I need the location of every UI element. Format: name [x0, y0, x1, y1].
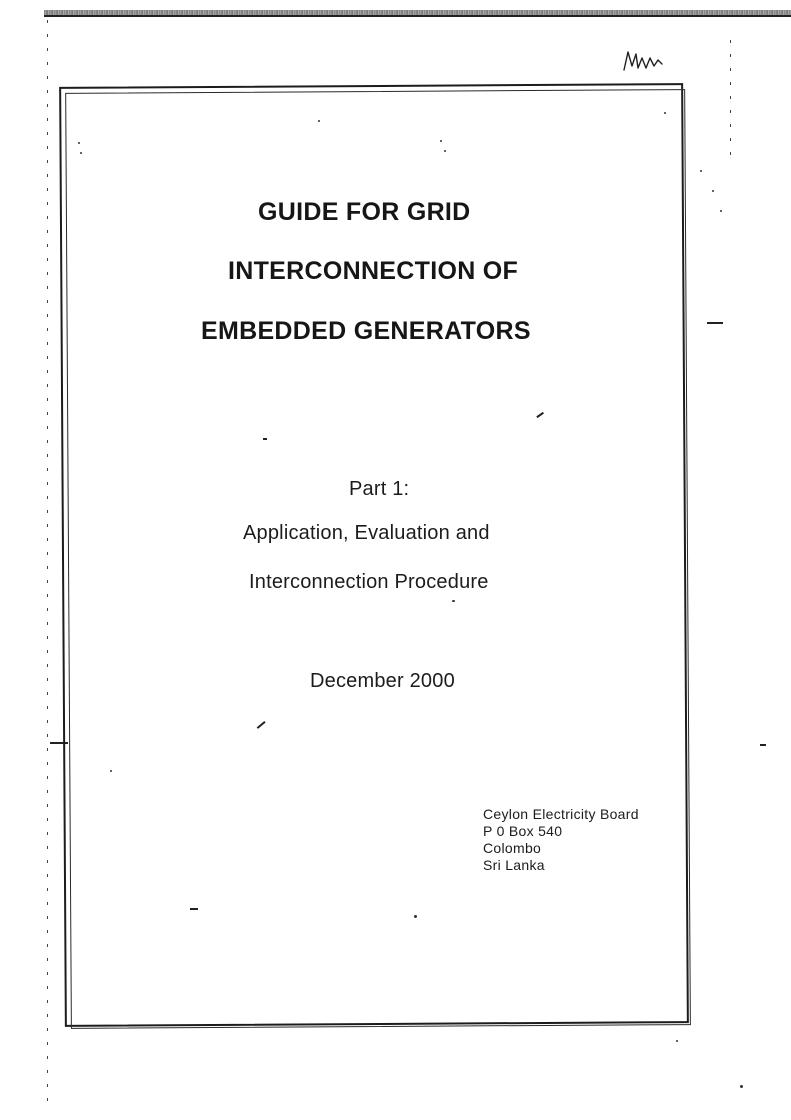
- scan-speck: [740, 1085, 743, 1088]
- scan-speck: [720, 210, 722, 212]
- scan-right-edge: [730, 40, 731, 160]
- publisher-name: Ceylon Electricity Board: [483, 806, 639, 822]
- title-line-2: INTERCONNECTION OF: [228, 257, 519, 285]
- scan-mark: [760, 744, 766, 746]
- title-line-3: EMBEDDED GENERATORS: [201, 317, 531, 345]
- scan-speck: [712, 190, 714, 192]
- publisher-country: Sri Lanka: [483, 857, 545, 873]
- scan-speck: [676, 1040, 678, 1042]
- scan-mark: [707, 322, 723, 324]
- part-label: Part 1:: [349, 478, 410, 500]
- subtitle-line-2: Interconnection Procedure: [249, 571, 489, 593]
- scan-speck: [700, 170, 702, 172]
- title-line-1: GUIDE FOR GRID: [258, 198, 471, 226]
- scan-left-edge: [47, 20, 48, 1110]
- publisher-city: Colombo: [483, 840, 542, 856]
- publication-date: December 2000: [310, 670, 455, 692]
- scan-top-line: [44, 15, 791, 17]
- handwritten-initials: [620, 48, 668, 76]
- publisher-address: [483, 806, 639, 874]
- publisher-po-box: P 0 Box 540: [483, 823, 563, 839]
- subtitle-line-1: Application, Evaluation and: [243, 522, 490, 544]
